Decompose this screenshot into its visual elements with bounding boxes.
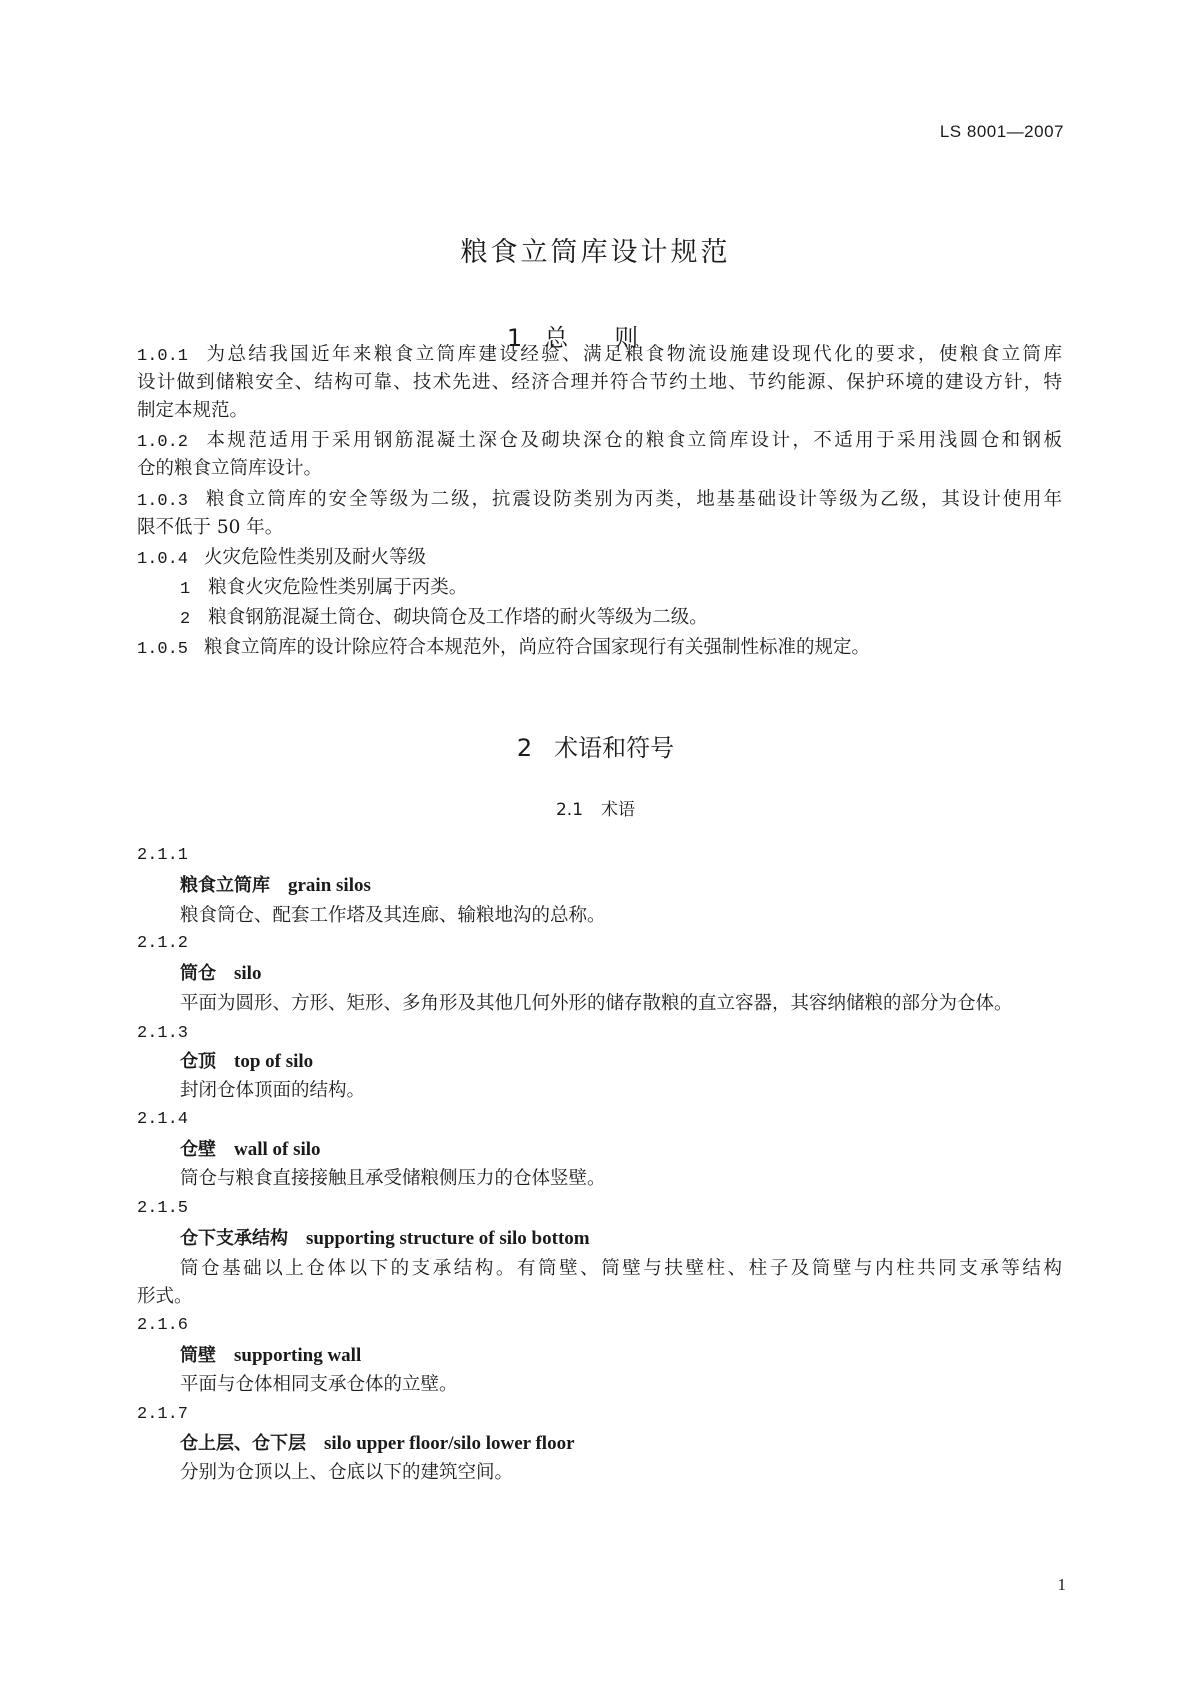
clause-number: 1.0.2 [137, 433, 189, 452]
term-definition: 筒仓与粮食直接接触且承受储粮侧压力的仓体竖壁。 [180, 1168, 606, 1189]
term-en: silo upper floor/silo lower floor [324, 1433, 575, 1454]
clause-1-0-2-line-1 [137, 429, 1062, 455]
clause-1-0-4-item-1 [180, 576, 1062, 602]
term-cn: 筒壁 [180, 1345, 216, 1366]
term-en: supporting wall [234, 1345, 362, 1366]
clause-text: 为总结我国近年来粮食立筒库建设经验、满足粮食物流设施建设现代化的要求，使粮食立筒库 [204, 344, 1062, 365]
term-cn: 筒仓 [180, 963, 216, 984]
term-en: supporting structure of silo bottom [306, 1228, 590, 1249]
clause-1-0-3-line-2: 限不低于 50 年。 [137, 517, 284, 538]
term-cn: 仓下支承结构 [180, 1228, 288, 1249]
term-cn: 粮食立筒库 [180, 875, 270, 896]
clause-1-0-4-item-2 [180, 606, 1062, 632]
term-id: 2.1.6 [137, 1316, 189, 1335]
term-cn: 仓上层、仓下层 [180, 1433, 306, 1454]
term-cn: 仓顶 [180, 1051, 216, 1072]
term-name [180, 874, 371, 898]
term-id: 2.1.1 [137, 846, 189, 865]
term-en: grain silos [288, 875, 371, 896]
section-title: 术语 [601, 800, 636, 820]
term-definition: 封闭仓体顶面的结构。 [180, 1080, 366, 1101]
term-name [180, 1138, 321, 1162]
term-name [180, 1432, 575, 1456]
clause-1-0-1-line-2: 设计做到储粮安全、结构可靠、技术先进、经济合理并符合节约土地、节约能源、保护环境的建设方针，特 [137, 372, 1062, 393]
item-text: 粮食火灾危险性类别属于丙类。 [208, 577, 468, 598]
term-name [180, 962, 261, 986]
clause-number: 1.0.1 [137, 347, 189, 366]
term-name [180, 1344, 361, 1368]
term-id: 2.1.2 [137, 934, 189, 953]
term-en: silo [234, 963, 262, 984]
page-number: 1 [1057, 1575, 1066, 1594]
chapter-2-heading [0, 728, 1191, 763]
term-cn: 仓壁 [180, 1139, 216, 1160]
standard-code: LS 8001—2007 [939, 122, 1064, 141]
chapter-number: 1 [506, 324, 523, 352]
term-name [180, 1227, 590, 1251]
clause-text: 粮食立筒库的安全等级为二级，抗震设防类别为丙类，地基基础设计等级为乙级，其设计使用年 [204, 489, 1062, 510]
clause-number: 1.0.4 [137, 550, 189, 569]
term-definition: 筒仓基础以上仓体以下的支承结构。有筒壁、筒壁与扶壁柱、柱子及筒壁与内柱共同支承等结构 [180, 1258, 1062, 1279]
term-definition: 粮食筒仓、配套工作塔及其连廊、输粮地沟的总称。 [180, 905, 606, 926]
item-text: 粮食钢筋混凝土筒仓、砌块筒仓及工作塔的耐火等级为二级。 [208, 607, 708, 628]
clause-1-0-5-line-1 [137, 636, 1062, 662]
clause-number: 1.0.3 [137, 492, 189, 511]
chapter-number: 2 [516, 734, 533, 762]
term-definition: 平面为圆形、方形、矩形、多角形及其他几何外形的储存散粮的直立容器，其容纳储粮的部分为仓体。 [180, 993, 1013, 1014]
term-name [180, 1050, 313, 1074]
clause-1-0-1-line-3: 制定本规范。 [137, 400, 249, 421]
section-2-1-heading [0, 795, 1191, 820]
clause-text: 本规范适用于采用钢筋混凝土深仓及砌块深仓的粮食立筒库设计，不适用于采用浅圆仓和钢板 [204, 430, 1062, 451]
term-id: 2.1.5 [137, 1199, 189, 1218]
term-id: 2.1.7 [137, 1405, 189, 1424]
term-en: top of silo [234, 1051, 314, 1072]
clause-text: 火灾危险性类别及耐火等级 [204, 547, 427, 568]
clause-1-0-3-line-1 [137, 488, 1062, 514]
clause-1-0-4-line-1 [137, 546, 1062, 572]
term-definition: 平面与仓体相同支承仓体的立壁。 [180, 1374, 458, 1395]
chapter-title: 术语和符号 [554, 734, 675, 762]
clause-text: 粮食立筒库的设计除应符合本规范外，尚应符合国家现行有关强制性标准的规定。 [204, 637, 871, 658]
clause-1-0-1-line-1 [137, 343, 1062, 369]
clause-number: 1.0.5 [137, 640, 189, 659]
term-definition-continued: 形式。 [137, 1286, 193, 1307]
term-en: wall of silo [234, 1139, 321, 1160]
section-number: 2.1 [555, 800, 584, 820]
clause-1-0-2-line-2: 仓的粮食立筒库设计。 [137, 458, 323, 479]
document-title: 粮食立筒库设计规范 [460, 237, 731, 268]
item-number: 1 [180, 580, 191, 599]
chapter-title: 总则 [544, 324, 685, 352]
term-id: 2.1.3 [137, 1024, 189, 1043]
term-definition: 分别为仓顶以上、仓底以下的建筑空间。 [180, 1462, 514, 1483]
item-number: 2 [180, 610, 191, 629]
term-id: 2.1.4 [137, 1110, 189, 1129]
